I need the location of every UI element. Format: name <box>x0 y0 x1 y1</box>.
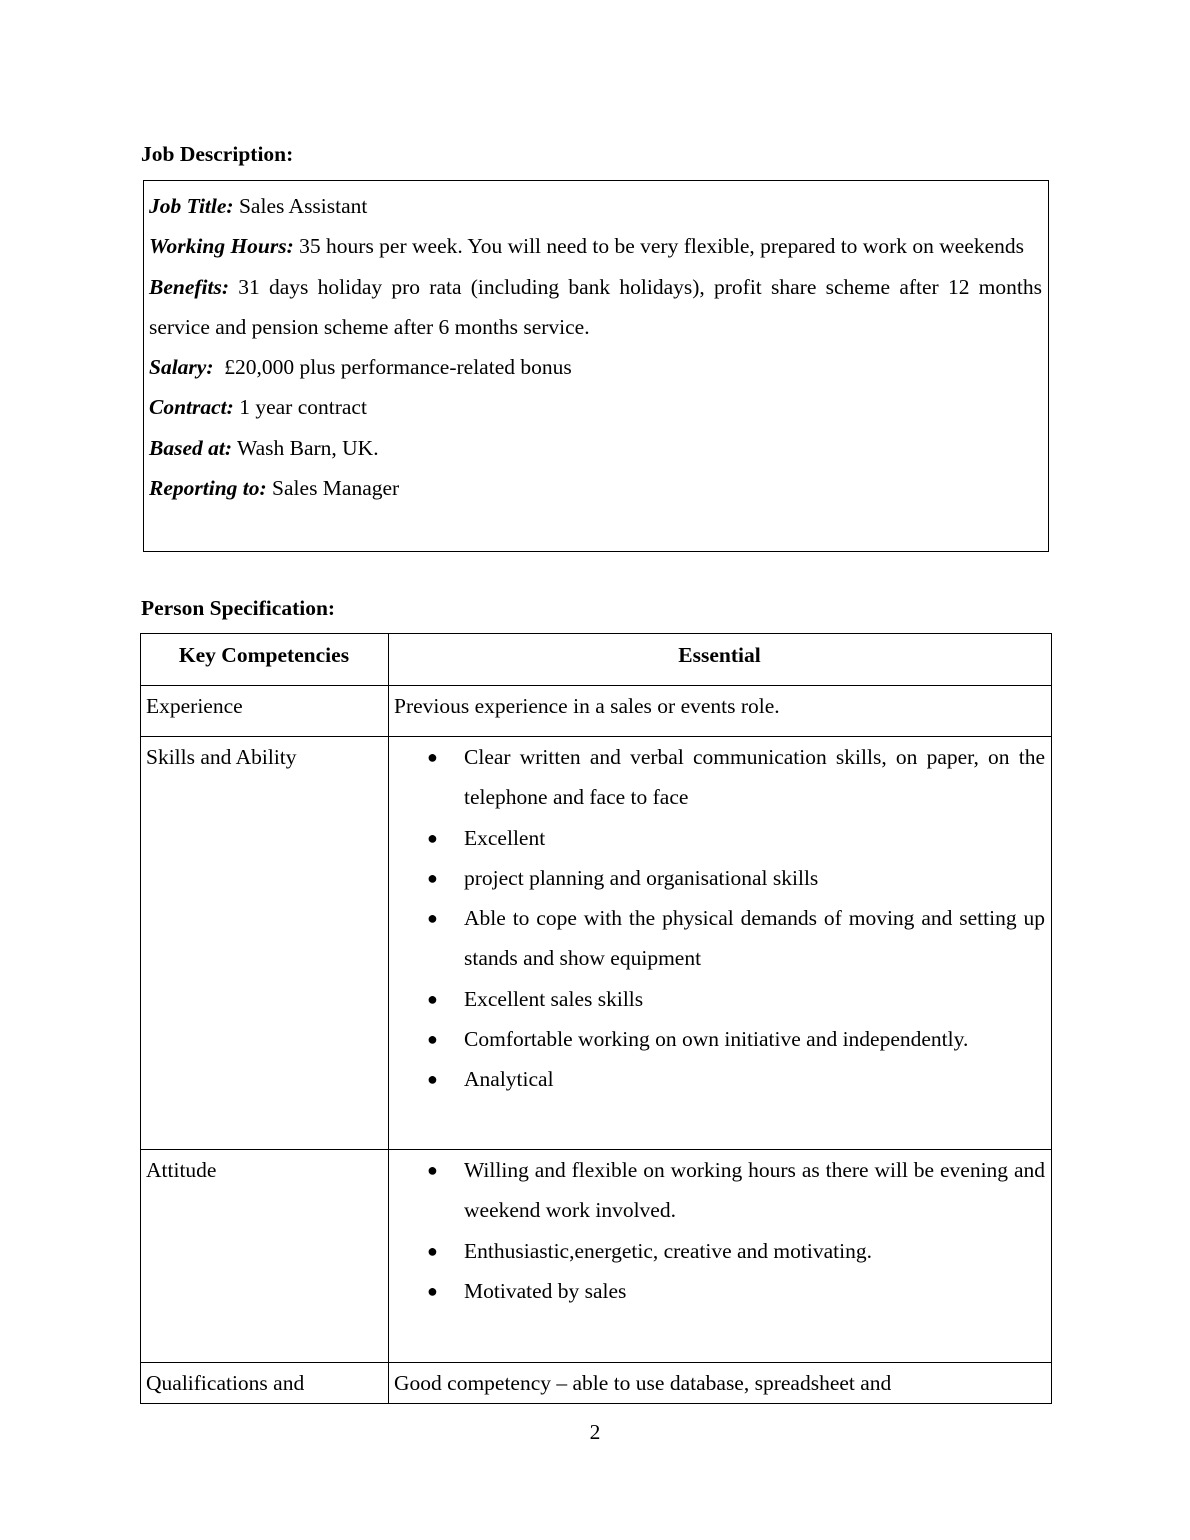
table-row <box>141 737 1052 1150</box>
job-title-field <box>149 186 1042 226</box>
list-item <box>427 1231 1045 1271</box>
person-specification-table <box>140 633 1052 1404</box>
field-value: 1 year contract <box>233 395 367 420</box>
based-at-field <box>149 428 1042 468</box>
list-item <box>427 858 1045 898</box>
competency-cell: Experience <box>141 686 389 737</box>
field-value: 31 days holiday pro rata (including bank holidays), profit share scheme after 12 months service and pension scheme after 6 months service. <box>149 274 1042 339</box>
bullet-icon: ● <box>427 1280 438 1301</box>
list-item-text: Excellent sales skills <box>464 986 644 1011</box>
table-row <box>141 1363 1052 1404</box>
list-item-text: Able to cope with the physical demands of moving and setting up stands and show equipment <box>464 906 1045 971</box>
bullet-icon: ● <box>427 747 438 767</box>
field-label: Working Hours: <box>149 234 294 259</box>
essential-cell <box>389 737 1052 1150</box>
column-header-key-competencies: Key Competencies <box>141 634 389 686</box>
list-item <box>427 737 1045 818</box>
reporting-to-field <box>149 468 1042 508</box>
bullet-icon: ● <box>427 1160 438 1180</box>
list-item-text: Motivated by sales <box>464 1278 627 1303</box>
list-item-text: Enthusiastic,energetic, creative and motivating. <box>464 1238 872 1263</box>
job-description-box <box>143 180 1049 552</box>
benefits-field <box>149 267 1042 348</box>
list-item-text: Clear written and verbal communication skills, on paper, on the telephone and face to face <box>464 745 1045 810</box>
list-item-text: project planning and organisational skills <box>464 865 819 890</box>
competency-cell: Qualifications and <box>141 1363 389 1404</box>
competency-cell: Skills and Ability <box>141 737 389 1150</box>
working-hours-field <box>149 226 1042 266</box>
bullet-icon: ● <box>427 1029 438 1050</box>
field-value: Wash Barn, UK. <box>232 435 379 460</box>
list-item <box>427 1271 1045 1311</box>
bullet-icon: ● <box>427 1069 438 1090</box>
table-row <box>141 686 1052 737</box>
column-header-essential: Essential <box>389 634 1052 686</box>
job-description-heading: Job Description: <box>141 142 294 166</box>
bullet-list <box>394 737 1045 1100</box>
list-item-text: Analytical <box>464 1067 554 1092</box>
field-label: Job Title: <box>149 194 234 218</box>
salary-field <box>149 347 1042 387</box>
essential-cell: Previous experience in a sales or events role. <box>389 686 1052 737</box>
list-item <box>427 898 1045 979</box>
list-item <box>427 1150 1045 1231</box>
field-value: Sales Manager <box>266 476 400 501</box>
contract-field <box>149 387 1042 427</box>
list-item-text: Comfortable working on own initiative and independently. <box>464 1027 969 1052</box>
essential-cell: Good competency – able to use database, spreadsheet and <box>389 1363 1052 1404</box>
page-number: 2 <box>589 1420 601 1444</box>
field-value: Sales Assistant <box>233 194 368 218</box>
field-value: 35 hours per week. You will need to be very flexible, prepared to work on weekends <box>293 234 1024 259</box>
field-label: Based at: <box>149 435 233 460</box>
list-item <box>427 818 1045 858</box>
field-label: Benefits: <box>149 274 230 299</box>
list-item <box>427 1059 1045 1099</box>
field-value: £20,000 plus performance-related bonus <box>213 355 572 380</box>
bullet-icon: ● <box>427 1240 438 1261</box>
person-specification-heading: Person Specification: <box>141 596 336 620</box>
competency-cell: Attitude <box>141 1150 389 1363</box>
field-label: Reporting to: <box>149 476 267 501</box>
bullet-icon: ● <box>427 988 438 1009</box>
bullet-icon: ● <box>427 827 438 848</box>
table-row <box>141 1150 1052 1363</box>
list-item-text: Excellent <box>464 825 546 850</box>
field-label: Salary: <box>149 355 214 380</box>
list-item <box>427 979 1045 1019</box>
list-item-text: Willing and flexible on working hours as there will be evening and weekend work involved. <box>464 1158 1045 1223</box>
list-item <box>427 1019 1045 1059</box>
bullet-list <box>394 1150 1045 1311</box>
essential-cell <box>389 1150 1052 1363</box>
field-label: Contract: <box>149 395 234 420</box>
bullet-icon: ● <box>427 867 438 888</box>
bullet-icon: ● <box>427 908 438 929</box>
table-header-row <box>141 634 1052 686</box>
